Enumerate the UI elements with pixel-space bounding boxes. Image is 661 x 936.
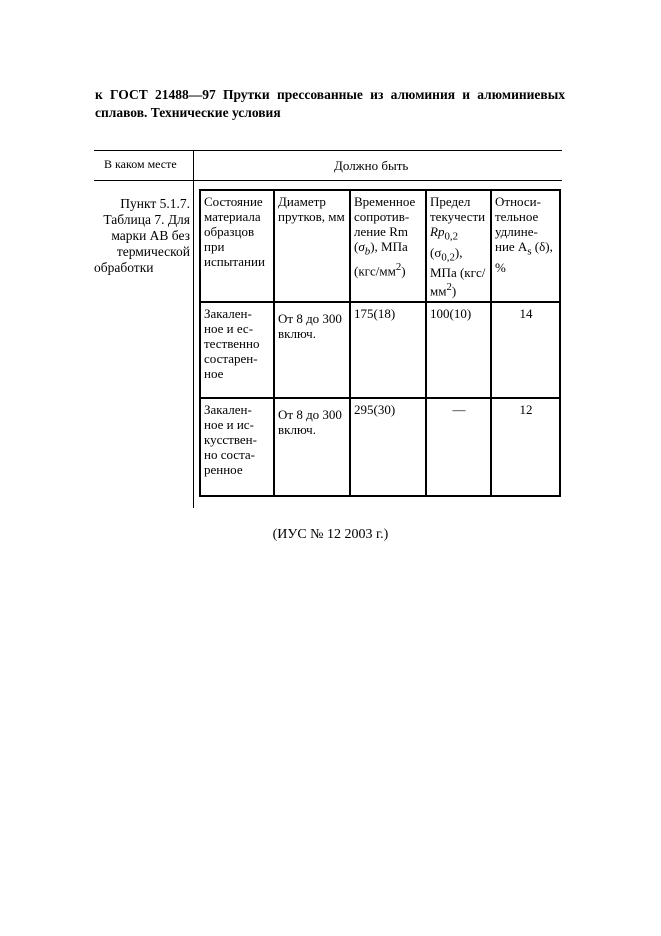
properties-table [199,189,561,497]
cell-yield: — [426,398,491,496]
cell-state: Закален- ное и ес- тественно состарен- ное [200,302,274,398]
place-line: термической [116,244,190,259]
header-strength: Временное сопротив- ление Rm $(\sigma_b)$, МПа $(кгс/мм^2)$ [350,190,426,302]
place-line: марки АВ без [111,228,190,243]
cell-elongation: 14 [491,302,560,398]
cell-diameter: От 8 до 300 включ. [274,398,350,496]
place-line: Пункт 5.1.7. [120,196,190,211]
table-row [200,302,560,398]
table-row [200,398,560,496]
cell-state: Закален- ное и ис- кусствен- но соста- ренное [200,398,274,496]
footer-note: (ИУС № 12 2003 г.) [272,527,389,542]
table-top-rule [94,150,562,151]
cell-strength: 295(30) [350,398,426,496]
cell-diameter: От 8 до 300 включ. [274,302,350,398]
place-line: обработки [94,260,154,275]
table-header-row [200,190,560,302]
table-column-divider [193,150,194,508]
table-header-rule [94,180,562,181]
header-elongation: Относи- тельное удлине- ние $A_s$ (δ), % [491,190,560,302]
cell-strength: 175(18) [350,302,426,398]
header-state: Состояние материала образцов при испытании [200,190,274,302]
document-heading: к ГОСТ 21488—97 Прутки прессованные из алюминия и алюминиевых сплавов. Технические условия [95,87,565,120]
header-diameter: Диаметр прутков, мм [274,190,350,302]
cell-yield: 100(10) [426,302,491,398]
header-yield: Предел текучести $Rp_{0,2}$ $(\sigma_{0,2})$, МПа $(кгс/мм^2)$ [426,190,491,302]
column-header-where: В каком месте [104,157,177,171]
cell-elongation: 12 [491,398,560,496]
column-header-should-be: Должно быть [334,158,409,173]
place-line: Таблица 7. Для [103,212,190,227]
place-reference [94,196,190,276]
